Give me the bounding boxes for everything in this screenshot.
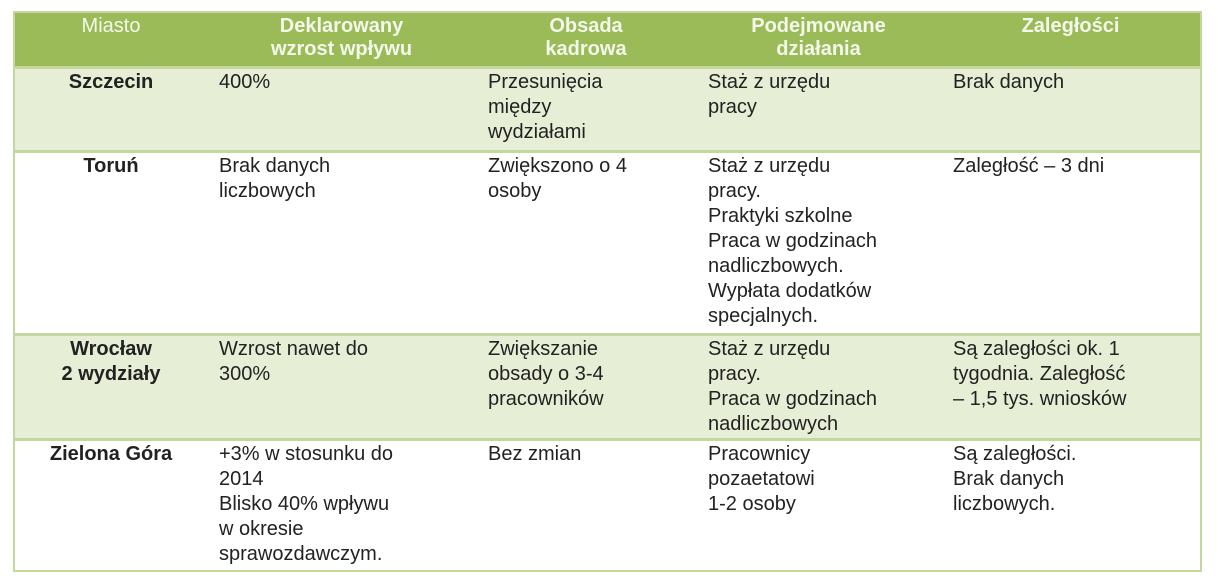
cell-actions: Staż z urzędu pracy. Praca w godzinach nadliczbowych (696, 335, 941, 440)
header-city: Miasto (14, 12, 207, 68)
city-comparison-table (13, 11, 1202, 572)
header-actions: Podejmowane działania (696, 12, 941, 68)
cell-staff: Zwiększanie obsady o 3-4 pracowników (476, 335, 696, 440)
header-declared-growth: Deklarowany wzrost wpływu (207, 12, 476, 68)
cell-backlog: Zaległość – 3 dni (941, 152, 1201, 335)
cell-city: Zielona Góra (14, 440, 207, 572)
cell-staff: Zwiększono o 4 osoby (476, 152, 696, 335)
header-backlog: Zaległości (941, 12, 1201, 68)
cell-growth: Brak danych liczbowych (207, 152, 476, 335)
cell-backlog: Brak danych (941, 68, 1201, 152)
table-row (14, 68, 1201, 152)
cell-city: Toruń (14, 152, 207, 335)
table-row (14, 152, 1201, 335)
header-staffing: Obsada kadrowa (476, 12, 696, 68)
cell-staff: Przesunięcia między wydziałami (476, 68, 696, 152)
cell-actions: Staż z urzędu pracy. Praktyki szkolne Praca w godzinach nadliczbowych. Wypłata dodatków specjalnych. (696, 152, 941, 335)
cell-actions: Pracownicy pozaetatowi 1-2 osoby (696, 440, 941, 572)
cell-backlog: Są zaległości. Brak danych liczbowych. (941, 440, 1201, 572)
cell-city: Wrocław 2 wydziały (14, 335, 207, 440)
header-row (14, 12, 1201, 68)
cell-growth: Wzrost nawet do 300% (207, 335, 476, 440)
cell-growth: +3% w stosunku do 2014 Blisko 40% wpływu w okresie sprawozdawczym. (207, 440, 476, 572)
cell-city: Szczecin (14, 68, 207, 152)
table-row (14, 335, 1201, 440)
table-row (14, 440, 1201, 572)
cell-growth: 400% (207, 68, 476, 152)
cell-staff: Bez zmian (476, 440, 696, 572)
cell-actions: Staż z urzędu pracy (696, 68, 941, 152)
cell-backlog: Są zaległości ok. 1 tygodnia. Zaległość – 1,5 tys. wniosków (941, 335, 1201, 440)
